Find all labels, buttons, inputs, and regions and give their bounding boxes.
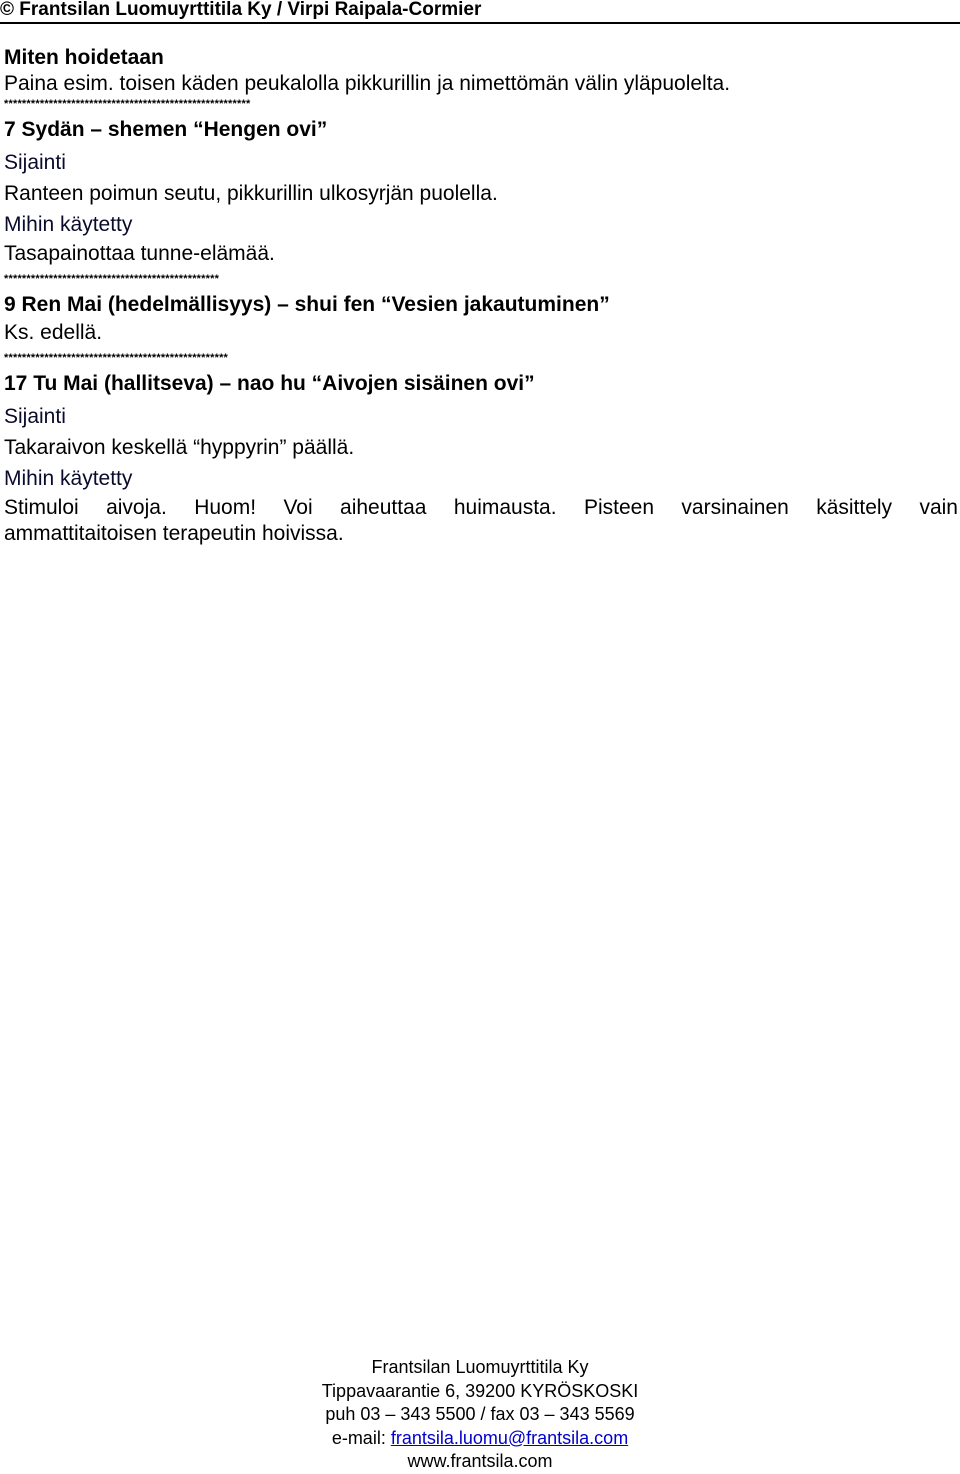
treatment-label: Miten hoidetaan: [4, 46, 164, 69]
footer-address: Tippavaarantie 6, 39200 KYRÖSKOSKI: [321, 1380, 639, 1401]
section-heading: 7 Sydän – shemen “Hengen ovi”: [4, 118, 328, 141]
footer-website: www.frantsila.com: [407, 1451, 553, 1471]
location-label: Sijainti: [4, 151, 66, 174]
location-text: Ranteen poimun seutu, pikkurillin ulkosyrjän puolella.: [4, 182, 498, 205]
section-9: [4, 292, 958, 365]
document-header-title: © Frantsilan Luomuyrttitila Ky / Virpi Raipala-Cormier: [0, 0, 482, 20]
footer-phone: puh 03 – 343 5500 / fax 03 – 343 5569: [325, 1404, 635, 1424]
section-intro: [4, 45, 958, 111]
section-17: [4, 371, 958, 547]
location-label: Sijainti: [4, 405, 66, 428]
footer-email-label: e-mail:: [331, 1427, 391, 1448]
treatment-text: Paina esim. toisen käden peukalolla pikkurillin ja nimettömän välin yläpuolelta.: [4, 72, 731, 95]
use-text-line-2: ammattitaitoisen terapeutin hoivissa.: [4, 522, 344, 545]
separator-stars: *******************************************************: [4, 98, 251, 110]
section-heading: 17 Tu Mai (hallitseva) – nao hu “Aivojen sisäinen ovi”: [4, 372, 535, 395]
use-label: Mihin käytetty: [4, 213, 133, 236]
section-text: Ks. edellä.: [4, 321, 103, 344]
footer-email-row: [0, 1427, 960, 1451]
use-label: Mihin käytetty: [4, 467, 133, 490]
location-text: Takaraivon keskellä “hyppyrin” päällä.: [4, 436, 355, 459]
section-heading: 9 Ren Mai (hedelmällisyys) – shui fen “Vesien jakautuminen”: [4, 293, 610, 316]
use-text-line-1: Stimuloi aivoja. Huom! Voi aiheuttaa huimausta. Pisteen varsinainen käsittely vain: [4, 496, 958, 519]
separator-stars: ************************************************: [4, 273, 220, 285]
footer-email-link[interactable]: frantsila.luomu@frantsila.com: [390, 1427, 629, 1448]
document-body: [4, 45, 958, 547]
section-7: [4, 117, 958, 286]
footer-company: Frantsilan Luomuyrttitila Ky: [371, 1357, 589, 1377]
use-text: Tasapainottaa tunne-elämää.: [4, 242, 275, 265]
page-footer: [0, 1356, 960, 1474]
separator-stars: **************************************************: [4, 352, 229, 364]
header-divider: [0, 22, 960, 24]
